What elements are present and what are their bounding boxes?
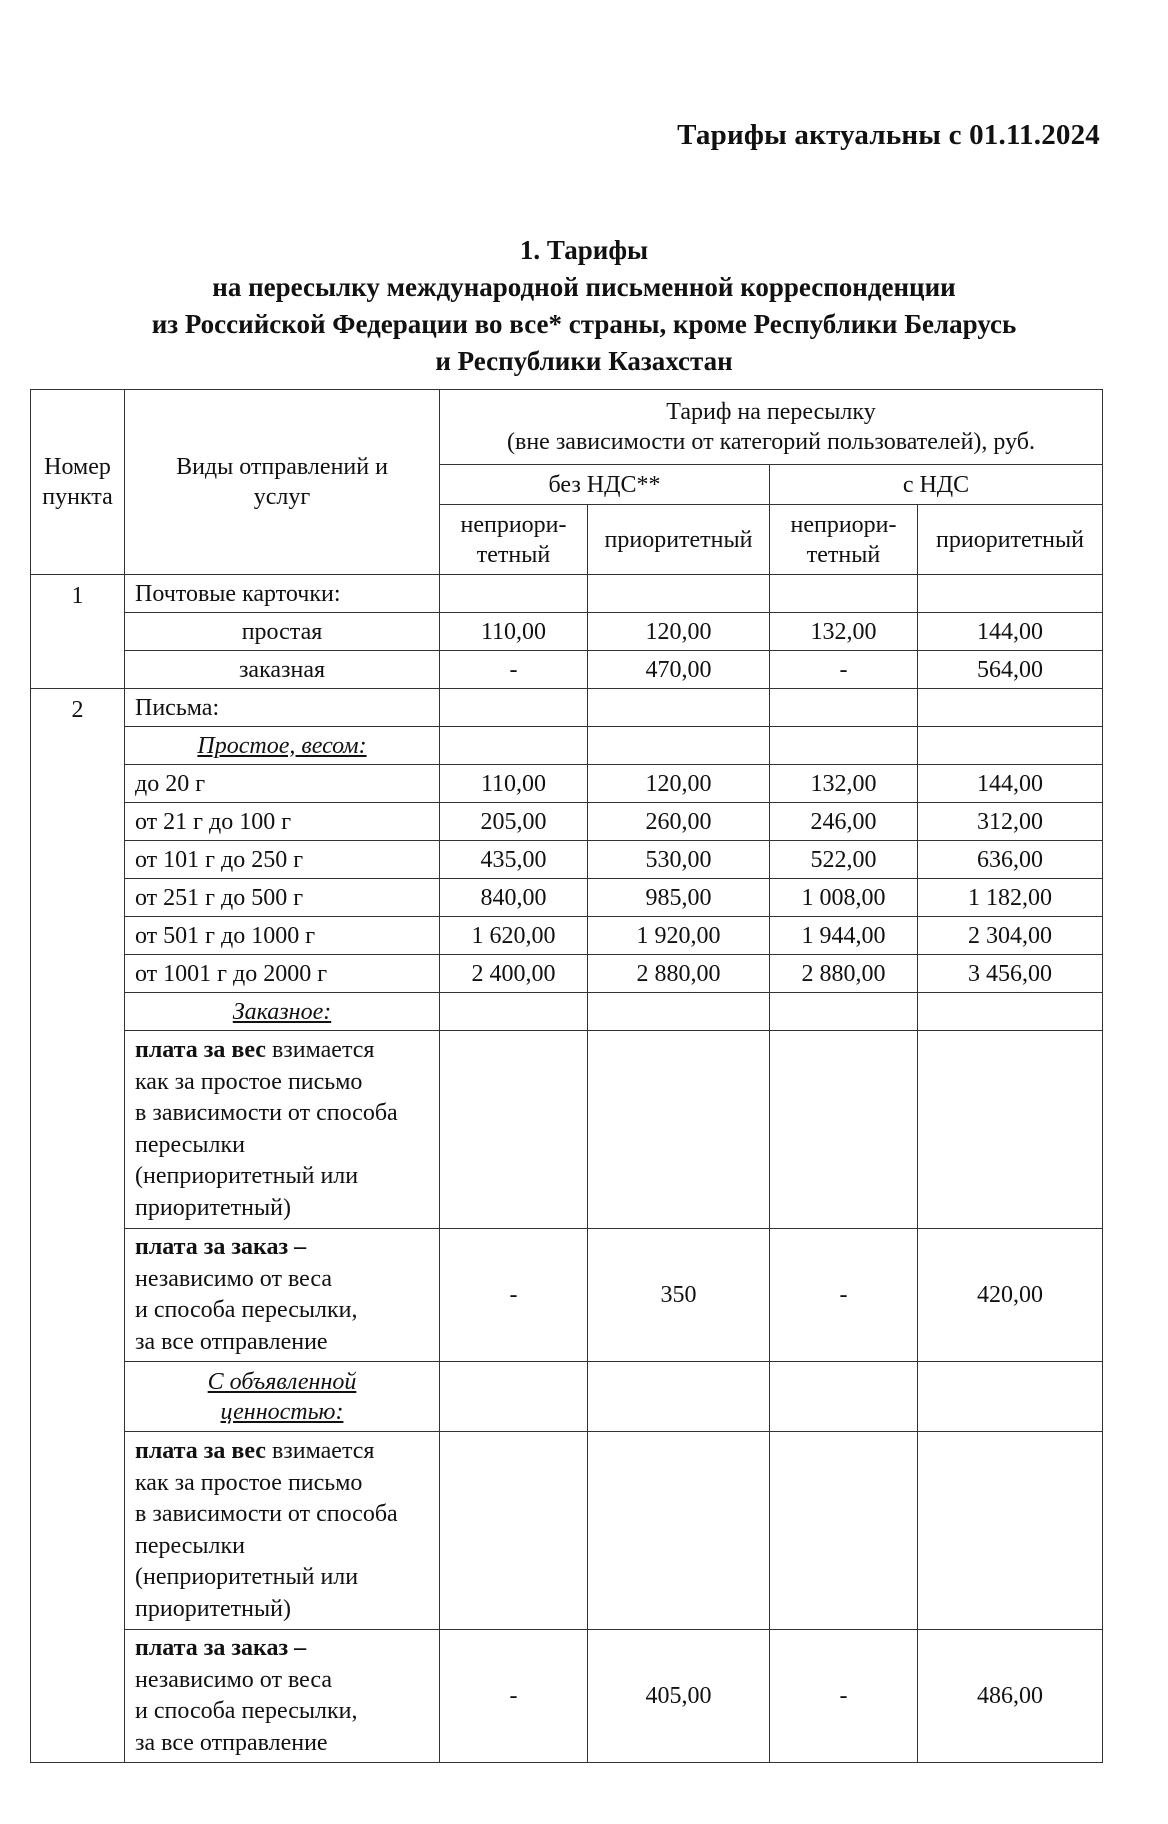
section-title: Письма: [125, 689, 440, 727]
value-nonpriority-no-vat: 205,00 [440, 803, 588, 841]
header-number-cell [31, 390, 125, 575]
value-nonpriority-with-vat: 522,00 [770, 841, 918, 879]
header-type-cell [125, 390, 440, 575]
header-priority-no-vat: приоритетный [588, 505, 770, 575]
declared-fee-note [125, 1630, 440, 1763]
value-priority-with-vat: 420,00 [918, 1229, 1103, 1362]
value-priority-with-vat: 486,00 [918, 1630, 1103, 1763]
note-line: в зависимости от способа [135, 1100, 398, 1126]
note-bold-lead: плата за вес [135, 1438, 266, 1464]
row-label: от 251 г до 500 г [125, 879, 440, 917]
note-line: за все отправление [135, 1729, 328, 1756]
row-label: от 1001 г до 2000 г [125, 955, 440, 993]
value-priority-no-vat: 120,00 [588, 765, 770, 803]
table-row [31, 917, 1103, 955]
value-priority-no-vat: 1 920,00 [588, 917, 770, 955]
note-line: пересылки [135, 1532, 246, 1559]
subsection-title: Простое, весом: [125, 727, 440, 765]
table-row [31, 1362, 1103, 1432]
header-type: Виды отправлений и услуг [176, 454, 388, 510]
table-row [31, 689, 1103, 727]
section-title: Почтовые карточки: [125, 575, 440, 613]
registered-fee-note [125, 1229, 440, 1362]
title-line-4: и Республики Казахстан [435, 346, 733, 376]
title-line-3: из Российской Федерации во все* страны, кроме Республики Беларусь [151, 309, 1017, 339]
header-number: Номер пункта [42, 454, 113, 510]
table-row [31, 993, 1103, 1031]
document-title [0, 232, 1168, 380]
value-nonpriority-with-vat: 246,00 [770, 803, 918, 841]
value-nonpriority-with-vat: 132,00 [770, 765, 918, 803]
value-priority-no-vat: 260,00 [588, 803, 770, 841]
value-priority-no-vat: 470,00 [588, 651, 770, 689]
value-priority-no-vat: 120,00 [588, 613, 770, 651]
header-tariff-cell [440, 390, 1103, 465]
note-line: взимается [265, 1037, 375, 1063]
value-nonpriority-no-vat: 110,00 [440, 613, 588, 651]
note-line: независимо от веса [135, 1666, 332, 1693]
value-nonpriority-no-vat: 435,00 [440, 841, 588, 879]
header-tariff-line-1: Тариф на пересылку [666, 399, 876, 425]
note-line: приоритетный) [135, 1595, 291, 1622]
subsection-title: Заказное: [125, 993, 440, 1031]
table-row [31, 879, 1103, 917]
header-tariff-line-2: (вне зависимости от категорий пользователей), руб. [507, 429, 1035, 455]
tariff-table [30, 389, 1103, 1763]
note-line: взимается [265, 1438, 375, 1464]
table-row [31, 651, 1103, 689]
value-nonpriority-no-vat: - [440, 651, 588, 689]
value-priority-no-vat: 530,00 [588, 841, 770, 879]
row-label: простая [125, 613, 440, 651]
value-nonpriority-with-vat: 1 008,00 [770, 879, 918, 917]
table-row [31, 765, 1103, 803]
value-priority-with-vat: 144,00 [918, 613, 1103, 651]
header-nonpriority-with-vat [770, 505, 918, 575]
table-row [31, 1229, 1103, 1362]
header-nonpriority-line-2: тетный [806, 541, 881, 568]
note-line: пересылки [135, 1131, 246, 1158]
note-line: независимо от веса [135, 1265, 332, 1292]
declared-weight-note [125, 1432, 440, 1630]
table-row [31, 803, 1103, 841]
header-nonpriority-line-1: неприори- [460, 511, 567, 538]
value-nonpriority-with-vat: - [770, 1229, 918, 1362]
title-line-2: на пересылку международной письменной корреспонденции [212, 272, 956, 302]
note-line: и способа пересылки, [135, 1297, 358, 1323]
header-nonpriority-line-1: неприори- [790, 511, 897, 538]
table-header-row [31, 390, 1103, 465]
value-priority-with-vat: 2 304,00 [918, 917, 1103, 955]
note-bold-lead: плата за вес [135, 1037, 266, 1063]
section-number: 2 [31, 689, 125, 1763]
value-priority-no-vat: 2 880,00 [588, 955, 770, 993]
value-priority-no-vat: 405,00 [588, 1630, 770, 1763]
value-priority-no-vat: 985,00 [588, 879, 770, 917]
table-row [31, 955, 1103, 993]
table-row [31, 613, 1103, 651]
value-priority-with-vat: 312,00 [918, 803, 1103, 841]
header-with-vat: с НДС [770, 465, 1103, 505]
value-nonpriority-no-vat: - [440, 1630, 588, 1763]
section-number: 1 [31, 575, 125, 689]
note-line: (неприоритетный или [135, 1163, 359, 1189]
registered-weight-note [125, 1031, 440, 1229]
subsection-title [125, 1362, 440, 1432]
row-label: от 501 г до 1000 г [125, 917, 440, 955]
header-no-vat: без НДС** [440, 465, 770, 505]
table-row [31, 575, 1103, 613]
note-line: за все отправление [135, 1328, 328, 1355]
note-line: в зависимости от способа [135, 1501, 398, 1527]
note-line: приоритетный) [135, 1194, 291, 1221]
note-line: (неприоритетный или [135, 1564, 359, 1590]
row-label: до 20 г [125, 765, 440, 803]
header-nonpriority-no-vat [440, 505, 588, 575]
value-nonpriority-no-vat: 840,00 [440, 879, 588, 917]
subsection-title-line-2: ценностью: [220, 1398, 344, 1425]
subsection-title-line-1: С объявленной [207, 1368, 357, 1395]
value-priority-with-vat: 3 456,00 [918, 955, 1103, 993]
value-nonpriority-with-vat: 132,00 [770, 613, 918, 651]
value-nonpriority-with-vat: 2 880,00 [770, 955, 918, 993]
note-bold-lead: плата за заказ – [135, 1234, 307, 1260]
value-nonpriority-with-vat: - [770, 1630, 918, 1763]
row-label: заказная [125, 651, 440, 689]
value-priority-with-vat: 1 182,00 [918, 879, 1103, 917]
title-line-1: 1. Тарифы [519, 235, 649, 265]
value-nonpriority-no-vat: 2 400,00 [440, 955, 588, 993]
table-row [31, 1432, 1103, 1630]
note-line: как за простое письмо [135, 1068, 363, 1095]
value-priority-with-vat: 144,00 [918, 765, 1103, 803]
table-row [31, 841, 1103, 879]
note-line: и способа пересылки, [135, 1698, 358, 1724]
value-nonpriority-with-vat: - [770, 651, 918, 689]
value-priority-with-vat: 564,00 [918, 651, 1103, 689]
value-priority-no-vat: 350 [588, 1229, 770, 1362]
value-priority-with-vat: 636,00 [918, 841, 1103, 879]
tariff-effective-date: Тарифы актуальны с 01.11.2024 [677, 119, 1100, 151]
value-nonpriority-with-vat: 1 944,00 [770, 917, 918, 955]
value-nonpriority-no-vat: - [440, 1229, 588, 1362]
note-bold-lead: плата за заказ – [135, 1635, 307, 1661]
header-nonpriority-line-2: тетный [476, 541, 551, 568]
value-nonpriority-no-vat: 110,00 [440, 765, 588, 803]
row-label: от 101 г до 250 г [125, 841, 440, 879]
header-priority-with-vat: приоритетный [918, 505, 1103, 575]
row-label: от 21 г до 100 г [125, 803, 440, 841]
table-row [31, 727, 1103, 765]
note-line: как за простое письмо [135, 1469, 363, 1496]
table-row [31, 1031, 1103, 1229]
value-nonpriority-no-vat: 1 620,00 [440, 917, 588, 955]
table-row [31, 1630, 1103, 1763]
